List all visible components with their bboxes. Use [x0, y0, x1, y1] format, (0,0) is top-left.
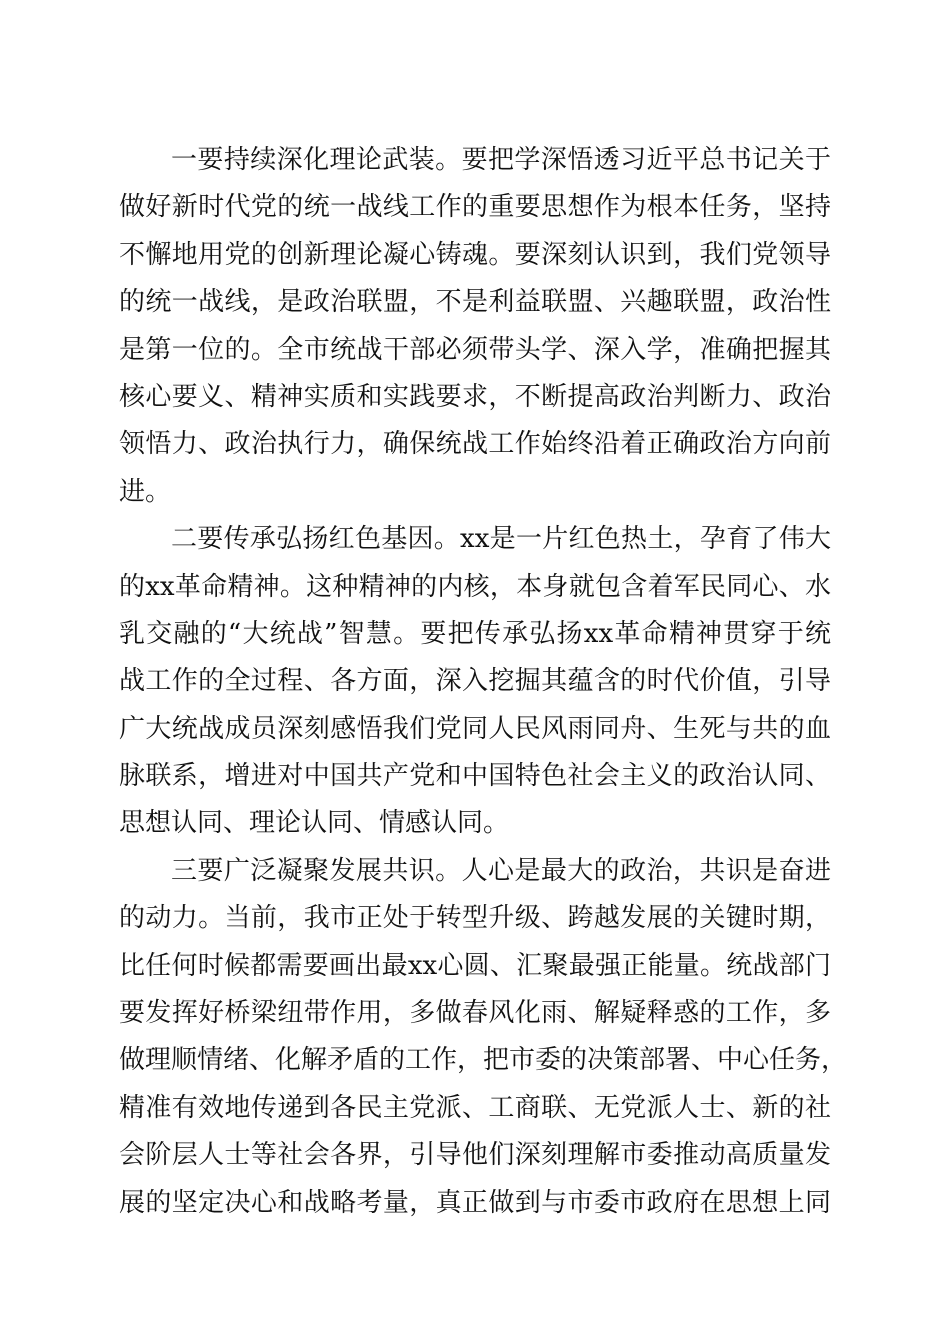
- text-line: 要发挥好桥梁纽带作用，多做春风化雨、解疑释惑的工作，多: [119, 998, 831, 1029]
- text-line: 不懈地用党的创新理论凝心铸魂。要深刻认识到，我们党领导: [119, 239, 831, 270]
- text-line: 进。: [119, 476, 172, 507]
- paragraph-red-gene: [119, 516, 831, 848]
- document-body: [119, 137, 848, 1227]
- paragraph-consensus: [119, 848, 848, 1227]
- text-line: 脉联系，增进对中国共产党和中国特色社会主义的政治认同、: [119, 761, 831, 792]
- text-line: 做好新时代党的统一战线工作的重要思想作为根本任务，坚持: [119, 192, 831, 223]
- text-line: 三要广泛凝聚发展共识。人心是最大的政治，共识是奋进: [171, 855, 831, 886]
- text-line: 思想认同、理论认同、情感认同。: [119, 808, 510, 839]
- text-line: 核心要义、精神实质和实践要求，不断提高政治判断力、政治: [119, 381, 831, 412]
- text-line: 领悟力、政治执行力，确保统战工作始终沿着正确政治方向前: [119, 429, 831, 460]
- text-line: 做理顺情绪、化解矛盾的工作，把市委的决策部署、中心任务，: [119, 1045, 848, 1076]
- text-line: 战工作的全过程、各方面，深入挖掘其蕴含的时代价值，引导: [119, 666, 831, 697]
- text-line: 的动力。当前，我市正处于转型升级、跨越发展的关键时期，: [119, 903, 831, 934]
- text-line: 二要传承弘扬红色基因。xx是一片红色热土，孕育了伟大: [171, 524, 831, 555]
- text-line: 是第一位的。全市统战干部必须带头学、深入学，准确把握其: [119, 334, 831, 365]
- text-line: 比任何时候都需要画出最xx心圆、汇聚最强正能量。统战部门: [119, 950, 831, 981]
- text-line: 精准有效地传递到各民主党派、工商联、无党派人士、新的社: [119, 1092, 831, 1123]
- text-line: 广大统战成员深刻感悟我们党同人民风雨同舟、生死与共的血: [119, 713, 831, 744]
- text-line: 的xx革命精神。这种精神的内核，本身就包含着军民同心、水: [119, 571, 831, 602]
- text-line: 乳交融的“大统战”智慧。要把传承弘扬xx革命精神贯穿于统: [119, 618, 831, 649]
- text-line: 会阶层人士等社会各界，引导他们深刻理解市委推动高质量发: [119, 1140, 831, 1171]
- text-line: 展的坚定决心和战略考量，真正做到与市委市政府在思想上同: [119, 1187, 831, 1218]
- text-line: 一要持续深化理论武装。要把学深悟透习近平总书记关于: [171, 145, 831, 175]
- paragraph-theory: [119, 137, 831, 516]
- text-line: 的统一战线，是政治联盟，不是利益联盟、兴趣联盟，政治性: [119, 287, 831, 318]
